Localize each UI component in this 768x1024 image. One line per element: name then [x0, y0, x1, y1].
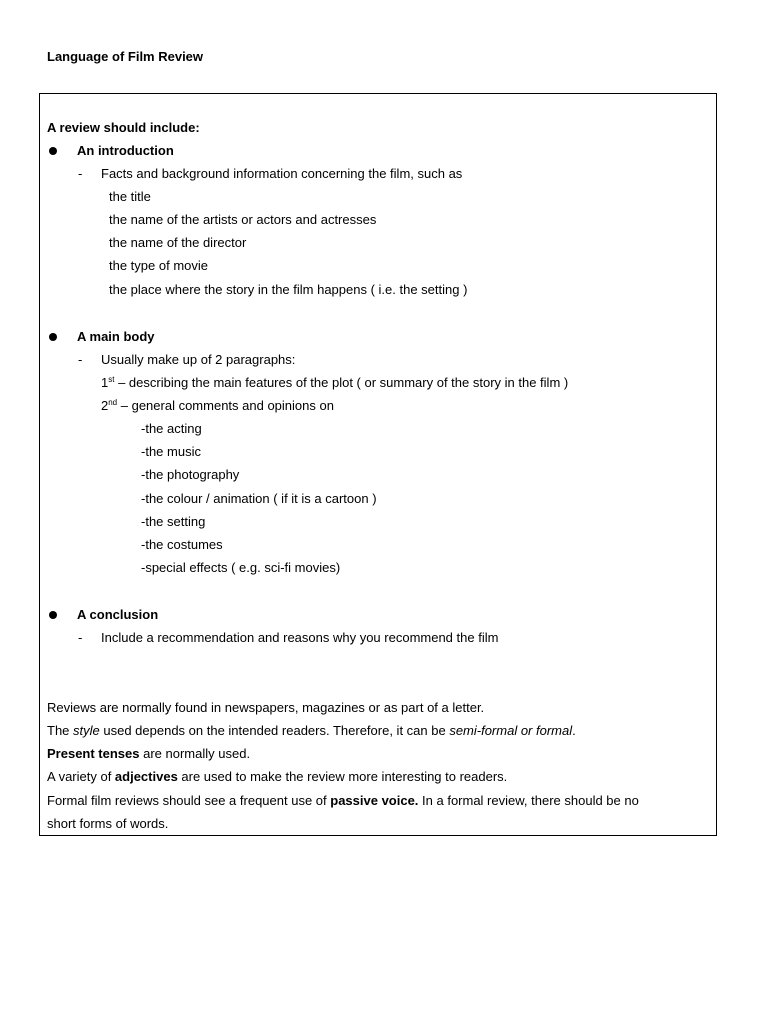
- p1-text: – describing the main features of the plot ( or summary of the story in the film ): [114, 375, 569, 390]
- note-italic: style: [73, 723, 100, 738]
- note-text: Formal film reviews should see a frequent use of: [47, 793, 331, 808]
- note-bold: adjectives: [114, 769, 178, 784]
- opinion-item: -the acting: [141, 421, 202, 436]
- intro-title: An introduction: [77, 143, 174, 158]
- conclusion-lead: Include a recommendation and reasons why you recommend the film: [101, 630, 499, 645]
- note-text: A variety of: [47, 769, 115, 784]
- note-text: .: [572, 723, 576, 738]
- note-text: The: [47, 723, 74, 738]
- page-title: Language of Film Review: [47, 49, 204, 64]
- bullet-icon: [49, 147, 57, 155]
- bullet-icon: [49, 611, 57, 619]
- note-line: [47, 793, 639, 809]
- bullet-icon: [49, 333, 57, 341]
- intro-item: the name of the director: [109, 235, 247, 250]
- include-heading: A review should include:: [47, 120, 200, 135]
- conclusion-title: A conclusion: [77, 607, 159, 622]
- note-line: Reviews are normally found in newspapers, magazines or as part of a letter.: [47, 700, 485, 715]
- body-lead: Usually make up of 2 paragraphs:: [101, 352, 296, 367]
- conclusion-dash: -: [78, 630, 83, 645]
- p1-suffix: st: [108, 375, 115, 384]
- note-line: [47, 769, 507, 785]
- note-line: [47, 723, 576, 739]
- note-text: are normally used.: [139, 746, 251, 761]
- intro-item: the title: [109, 189, 151, 204]
- paragraph-2-line: [101, 398, 334, 414]
- opinion-item: -special effects ( e.g. sci-fi movies): [141, 560, 341, 575]
- opinion-item: -the costumes: [141, 537, 223, 552]
- p2-number: 2: [101, 398, 109, 413]
- body-title: A main body: [77, 329, 155, 344]
- note-text: In a formal review, there should be no: [418, 793, 639, 808]
- p2-suffix: nd: [108, 398, 118, 407]
- note-text: are used to make the review more interesting to readers.: [177, 769, 508, 784]
- opinion-item: -the photography: [141, 467, 240, 482]
- intro-item: the name of the artists or actors and actresses: [109, 212, 377, 227]
- note-bold: passive voice.: [330, 793, 419, 808]
- paragraph-1-line: [101, 375, 568, 391]
- p2-text: – general comments and opinions on: [117, 398, 334, 413]
- intro-item: the type of movie: [109, 258, 208, 273]
- note-line: [47, 746, 250, 762]
- intro-lead: Facts and background information concerning the film, such as: [101, 166, 463, 181]
- note-italic: semi-formal or formal: [449, 723, 573, 738]
- opinion-item: -the setting: [141, 514, 206, 529]
- content-box: [39, 93, 717, 836]
- opinion-item: -the music: [141, 444, 201, 459]
- note-line: short forms of words.: [47, 816, 169, 831]
- opinion-item: -the colour / animation ( if it is a cartoon ): [141, 491, 377, 506]
- body-dash: -: [78, 352, 83, 367]
- note-text: used depends on the intended readers. Therefore, it can be: [99, 723, 450, 738]
- p1-number: 1: [101, 375, 109, 390]
- intro-item: the place where the story in the film happens ( i.e. the setting ): [109, 282, 468, 297]
- intro-dash: -: [78, 166, 83, 181]
- note-bold: Present tenses: [47, 746, 140, 761]
